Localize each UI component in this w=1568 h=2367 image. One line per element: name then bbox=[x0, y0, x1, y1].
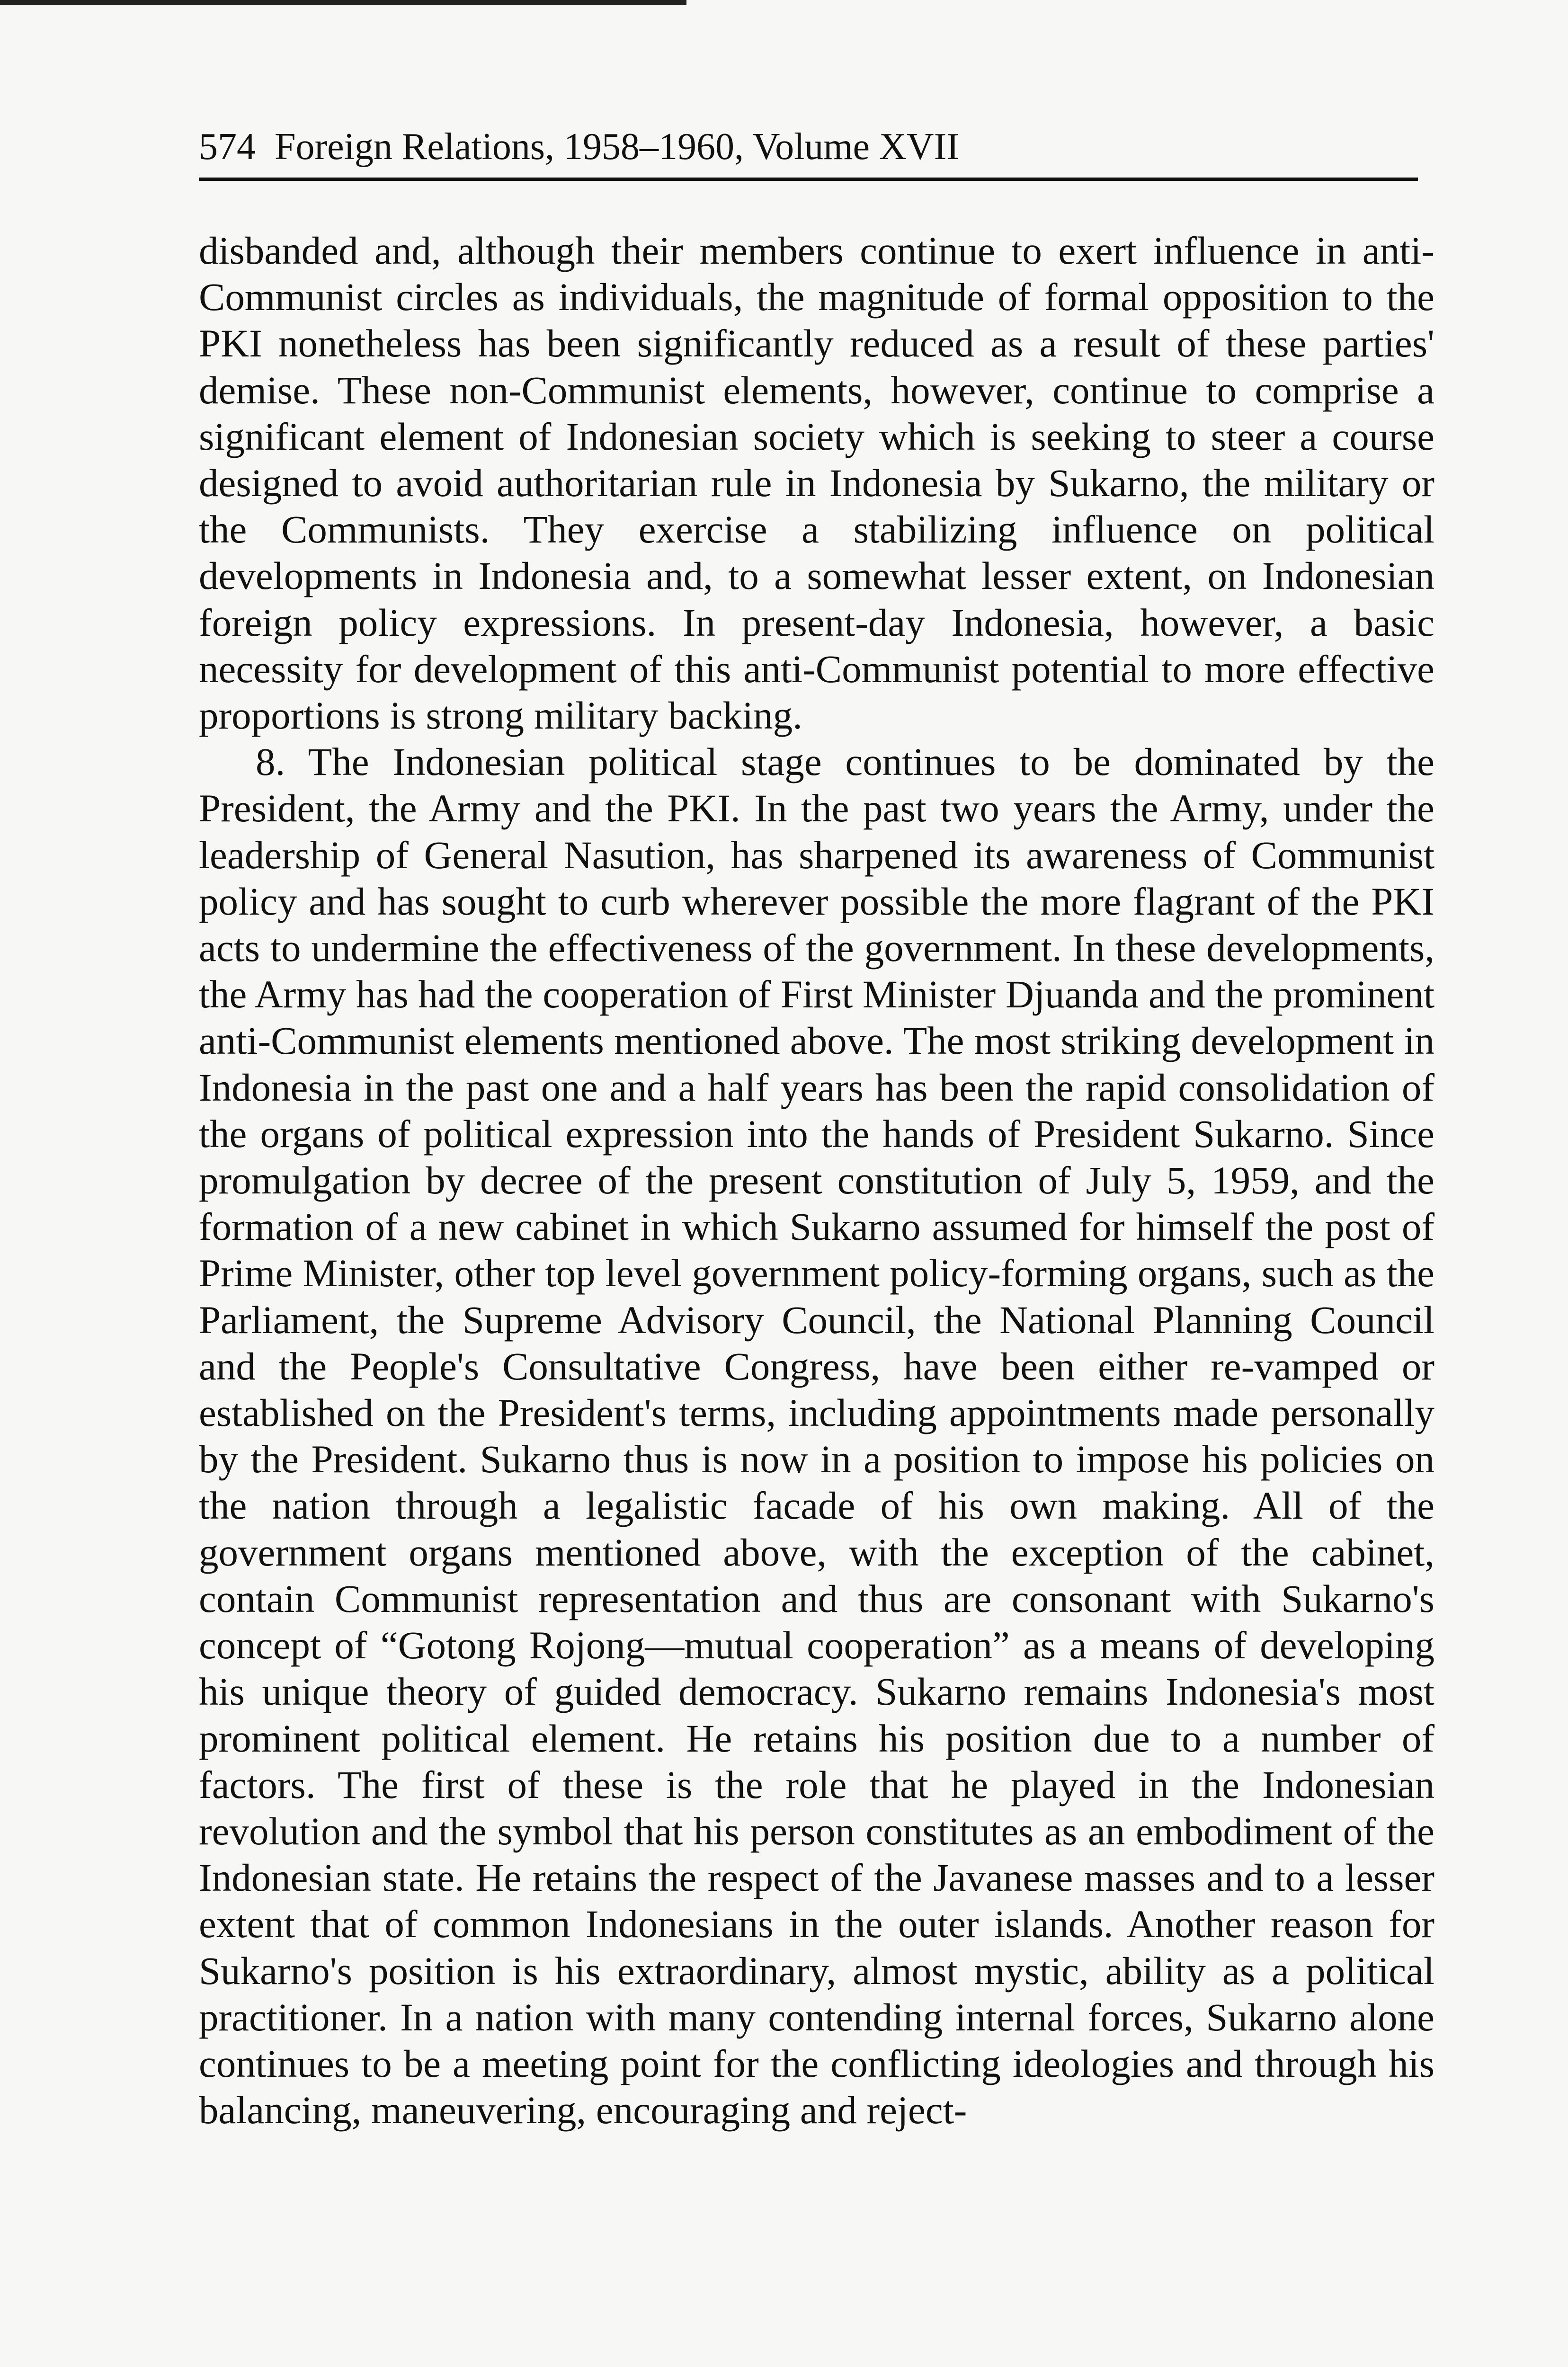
document-page bbox=[199, 121, 1434, 2133]
body-text bbox=[199, 227, 1434, 2133]
running-title: Foreign Relations, 1958–1960, Volume XVII bbox=[275, 126, 959, 168]
paragraph-8: 8. The Indonesian political stage continues to be dominated by the President, the Army and the PKI. In the past two years the Army, under the leadership of General Nasution, has sharpened its awareness of Communist policy and has sought to curb wherever possible the more flagrant of the PKI acts to undermine the effectiveness of the government. In these developments, the Army has had the cooperation of First Minister Djuanda and the prominent anti-Communist elements mentioned above. The most striking development in Indonesia in the past one and a half years has been the rapid consolidation of the organs of political expression into the hands of President Sukarno. Since promulgation by decree of the present constitution of July 5, 1959, and the formation of a new cabinet in which Sukarno assumed for himself the post of Prime Minister, other top level government policy-forming organs, such as the Parliament, the Supreme Advisory Council, the National Planning Council and the People's Consultative Congress, have been either re-vamped or established on the President's terms, including appointments made personally by the President. Sukarno thus is now in a position to impose his policies on the nation through a legalistic facade of his own making. All of the government organs mentioned above, with the exception of the cabinet, contain Communist representation and thus are consonant with Sukarno's concept of “Gotong Rojong—mutual cooperation” as a means of developing his unique theory of guided democracy. Sukarno remains Indonesia's most prominent political element. He retains his position due to a number of factors. The first of these is the role that he played in the Indonesian revolution and the symbol that his person constitutes as an embodiment of the Indonesian state. He retains the respect of the Javanese masses and to a lesser extent that of common Indonesians in the outer islands. Another reason for Sukarno's position is his extraordinary, almost mystic, ability as a political practitioner. In a nation with many contending internal forces, Sukarno alone continues to be a meeting point for the conflicting ideologies and through his balancing, maneuvering, encouraging and reject- bbox=[199, 740, 1434, 2132]
scan-edge bbox=[0, 0, 686, 5]
paragraph-continuation: disbanded and, although their members continue to exert influence in anti-Communist circles as individuals, the magnitude of formal opposition to the PKI nonetheless has been significantly reduced as a result of these parties' demise. These non-Communist elements, however, continue to comprise a significant element of Indonesian society which is seeking to steer a course designed to avoid authoritarian rule in Indonesia by Sukarno, the military or the Communists. They exercise a stabilizing influence on political developments in Indonesia and, to a somewhat lesser extent, on Indonesian foreign policy expressions. In present-day Indonesia, however, a basic necessity for development of this anti-Communist potential to more effective proportions is strong military backing. bbox=[199, 229, 1434, 738]
running-header bbox=[199, 121, 1418, 181]
page-number: 574 bbox=[199, 126, 256, 168]
